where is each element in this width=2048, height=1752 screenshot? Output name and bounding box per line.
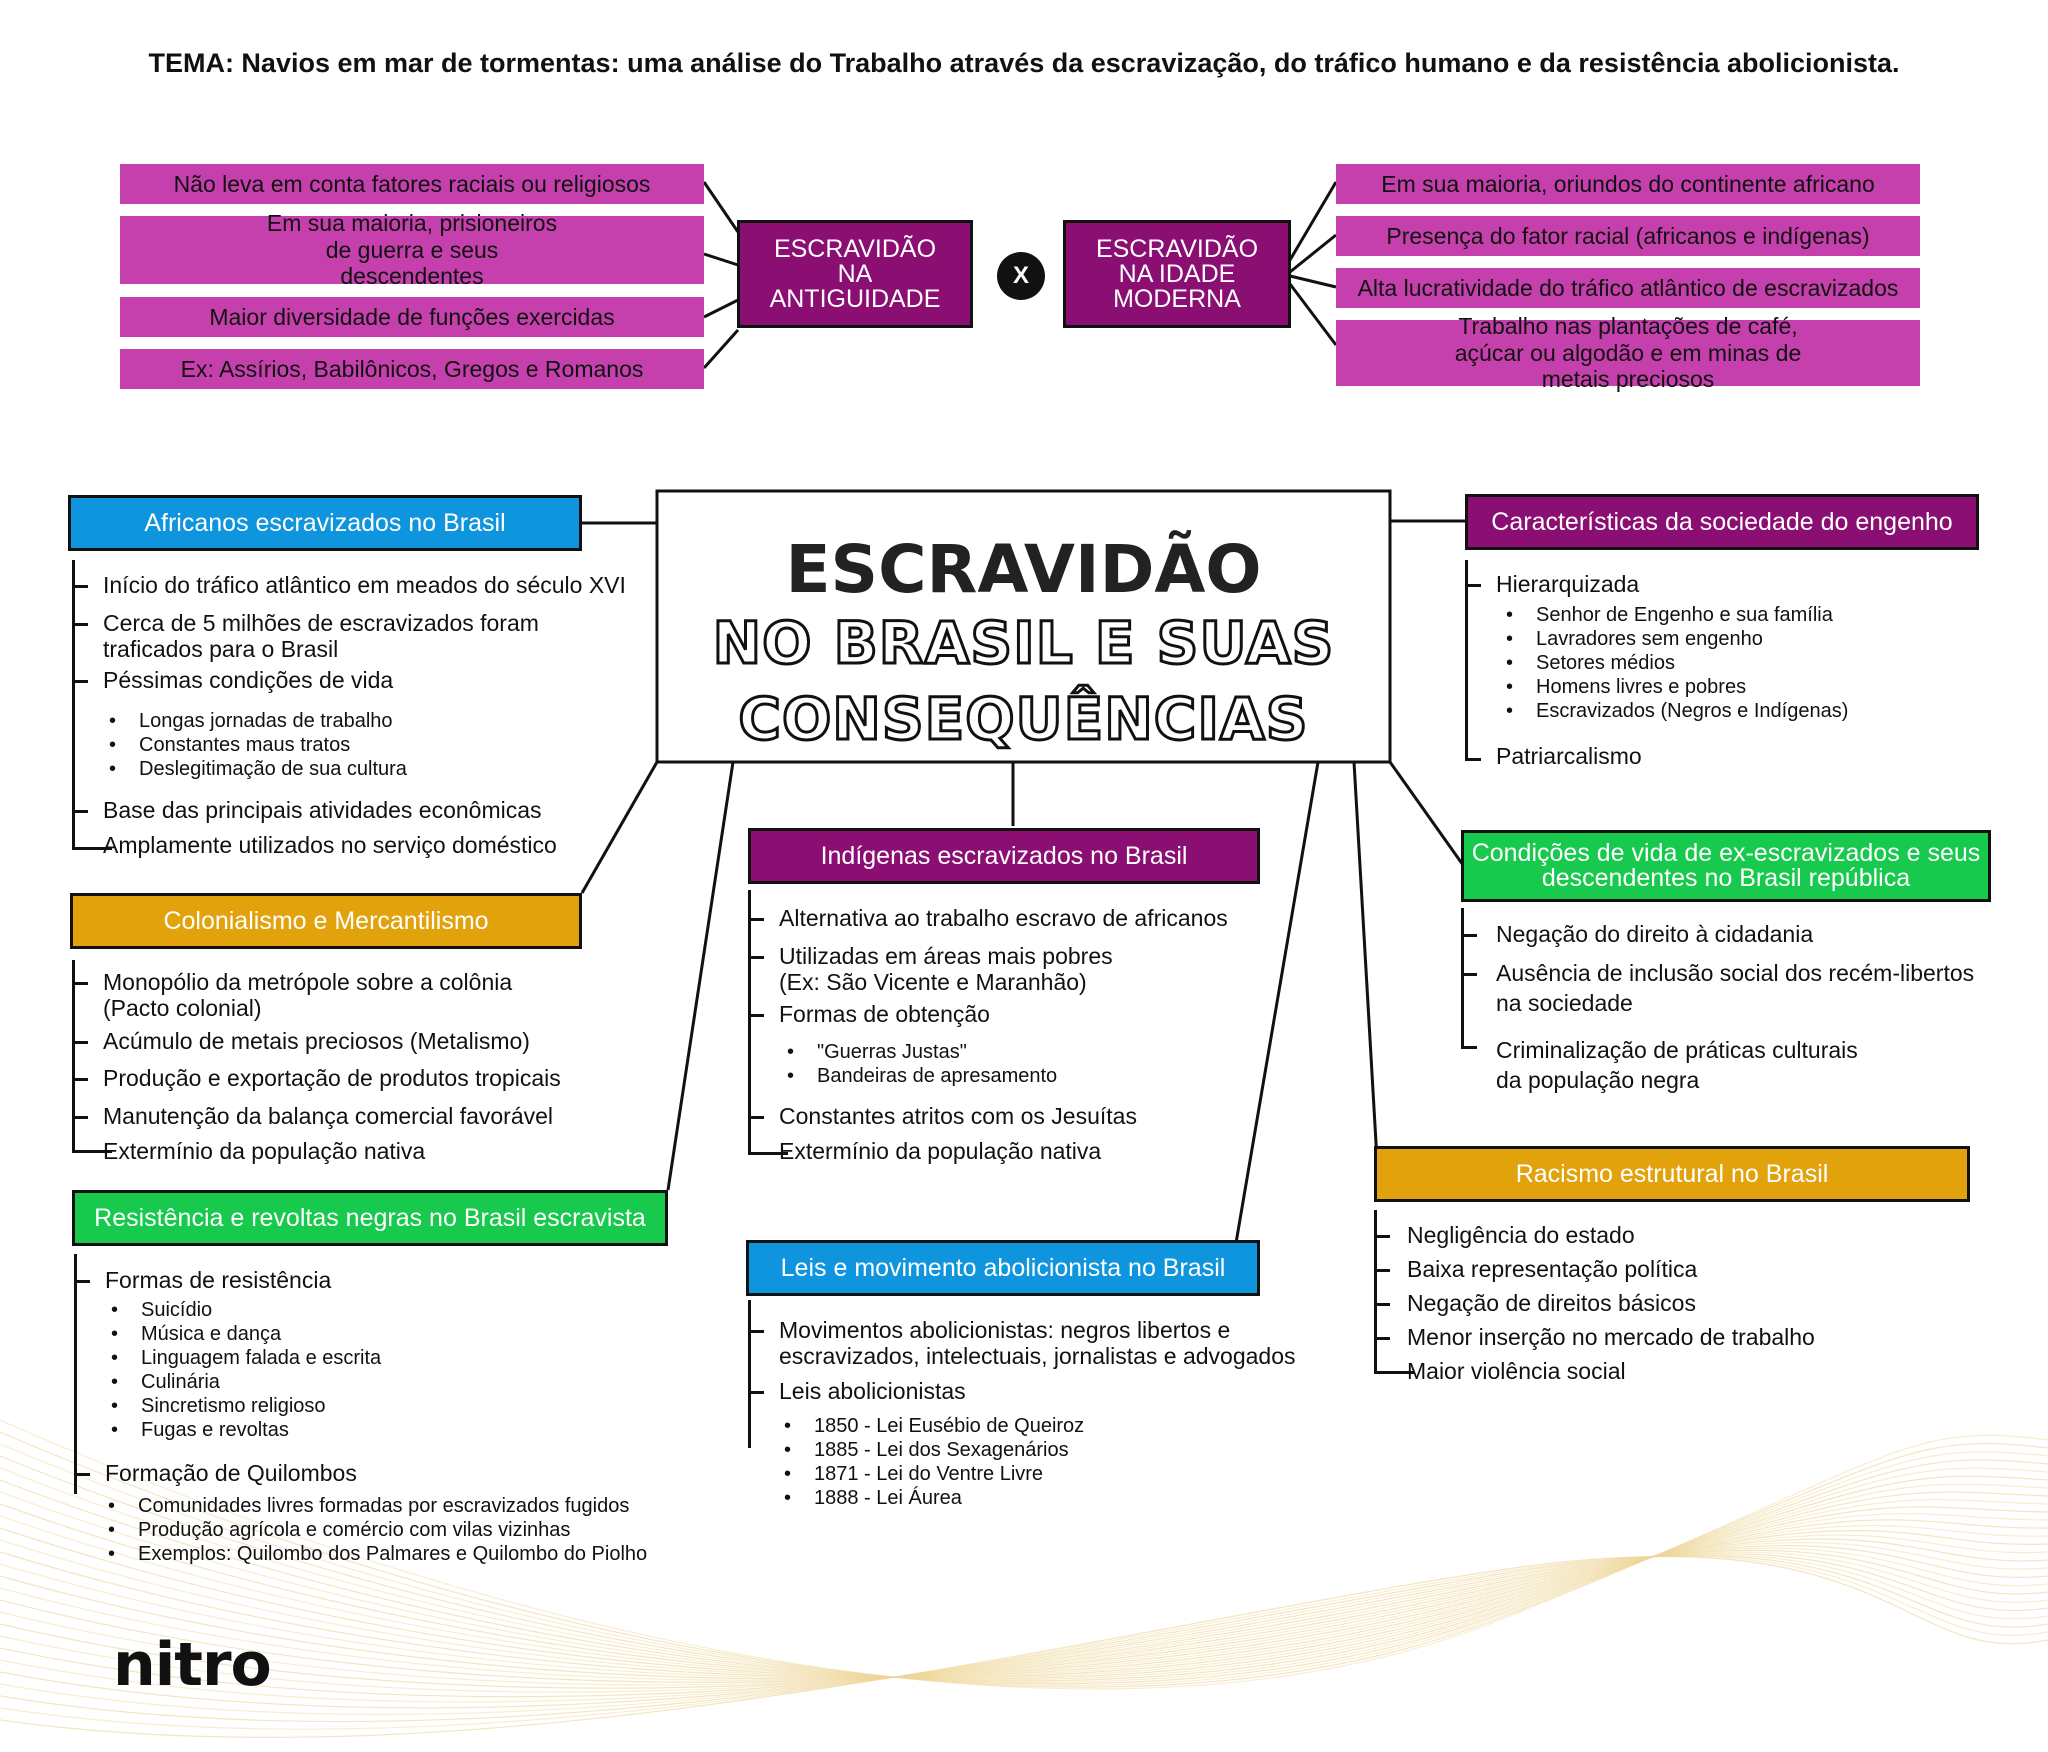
list-item: Produção e exportação de produtos tropicais [103,1065,561,1091]
bullet-item: • 1888 - Lei Áurea [814,1486,962,1510]
list-item: Extermínio da população nativa [103,1138,426,1164]
modern-title-box: ESCRAVIDÃO NA IDADE MODERNA [1063,220,1291,328]
bullet-item: • Exemplos: Quilombo dos Palmares e Quilombo do Piolho [138,1542,647,1566]
section-header-leis: Leis e movimento abolicionista no Brasil [746,1240,1260,1296]
modern-item-3: Alta lucratividade do tráfico atlântico de escravizados [1336,268,1920,308]
central-title-box [657,491,1390,762]
list-item: Patriarcalismo [1496,743,1642,769]
section-header-resistencia: Resistência e revoltas negras no Brasil escravista [72,1190,668,1246]
antiquity-item-3: Maior diversidade de funções exercidas [120,297,704,337]
list-item: Péssimas condições de vida [103,667,394,693]
list-item: Monopólio da metrópole sobre a colônia [103,969,513,995]
section-list-racismo [1374,1210,1815,1384]
section-header-racismo: Racismo estrutural no Brasil [1374,1146,1970,1202]
bullet-item: • Senhor de Engenho e sua família [1536,603,1833,627]
list-item: Alternativa ao trabalho escravo de africanos [779,905,1228,931]
bullet-item: • 1885 - Lei dos Sexagenários [814,1438,1069,1462]
bullet-item: • Escravizados (Negros e Indígenas) [1536,699,1848,723]
list-item: Baixa representação política [1407,1256,1698,1282]
list-item: Negação de direitos básicos [1407,1290,1696,1316]
antiquity-title-box: ESCRAVIDÃO NA ANTIGUIDADE [737,220,973,328]
antiquity-item-1: Não leva em conta fatores raciais ou religiosos [120,164,704,204]
list-item: Utilizadas em áreas mais pobres [779,943,1113,969]
section-list-africanos [72,560,626,858]
list-item: Maior violência social [1407,1358,1626,1384]
antiquity-item-2: Em sua maioria, prisioneiros de guerra e seus descendentes [120,216,704,284]
bullet-item: • Bandeiras de apresamento [817,1064,1057,1088]
list-item: Menor inserção no mercado de trabalho [1407,1324,1815,1350]
list-item: traficados para o Brasil [103,636,339,662]
theme-heading: TEMA: Navios em mar de tormentas: uma análise do Trabalho através da escravização, do tráfico humano e da resistência abolicionista. [148,48,1900,78]
nitro-logo: nitro [113,1630,271,1700]
bullet-item: • Longas jornadas de trabalho [139,709,393,733]
bullet-item: • 1871 - Lei do Ventre Livre [814,1462,1043,1486]
list-item: Negligência do estado [1407,1222,1635,1248]
modern-item-4: Trabalho nas plantações de café, açúcar ou algodão e em minas de metais preciosos [1336,320,1920,386]
section-header-condicoes-line-2: descendentes no Brasil república [1541,864,1911,892]
section-list-resistencia [74,1254,382,1494]
list-item: Cerca de 5 milhões de escravizados foram [103,610,539,636]
section-header-engenho: Características da sociedade do engenho [1465,494,1979,550]
list-item: Amplamente utilizados no serviço doméstico [103,832,557,858]
list-item: Manutenção da balança comercial favorável [103,1103,554,1129]
list-item: Formas de obtenção [779,1001,990,1027]
list-item: Negação do direito à cidadania [1496,921,1814,947]
section-header-condicoes [1461,830,1991,902]
bullet-item: • Suicídio [141,1298,212,1322]
bullet-item: • Deslegitimação de sua cultura [139,757,407,781]
section-list-condicoes [1461,908,1975,1093]
list-item: da população negra [1496,1067,1700,1093]
list-item: Base das principais atividades econômicas [103,797,542,823]
list-item: Início do tráfico atlântico em meados do século XVI [103,572,626,598]
section-header-africanos: Africanos escravizados no Brasil [68,495,582,551]
modern-item-2: Presença do fator racial (africanos e indígenas) [1336,216,1920,256]
bullet-item: • Setores médios [1536,651,1675,675]
bullet-item: • Produção agrícola e comércio com vilas vizinhas [138,1518,570,1542]
bullet-item: • Sincretismo religioso [141,1394,326,1418]
bullet-item: • Música e dança [141,1322,281,1346]
list-item: na sociedade [1496,990,1633,1016]
list-item: Formação de Quilombos [105,1460,357,1486]
list-item: Acúmulo de metais preciosos (Metalismo) [103,1028,530,1054]
section-header-condicoes-line-1: Condições de vida de ex-escravizados e seus [1471,839,1981,867]
list-item: Formas de resistência [105,1267,332,1293]
bullet-item: • "Guerras Justas" [817,1040,967,1064]
list-item: Hierarquizada [1496,571,1640,597]
list-item: escravizados, intelectuais, jornalistas e advogados [779,1343,1296,1369]
bullet-item: • Constantes maus tratos [139,733,350,757]
central-title-line-2: NO BRASIL E SUAS [712,609,1335,677]
central-title-line-3: CONSEQUÊNCIAS [738,685,1309,753]
modern-item-1: Em sua maioria, oriundos do continente africano [1336,164,1920,204]
central-title-line-1: ESCRAVIDÃO [785,531,1262,608]
bullet-item: • Fugas e revoltas [141,1418,289,1442]
bullet-item: • Comunidades livres formadas por escravizados fugidos [138,1494,629,1518]
list-item: Ausência de inclusão social dos recém-libertos [1496,960,1975,986]
list-item: Constantes atritos com os Jesuítas [779,1103,1137,1129]
section-header-colonialismo: Colonialismo e Mercantilismo [70,893,582,949]
section-list-colonialismo [72,960,561,1164]
list-item: Extermínio da população nativa [779,1138,1102,1164]
list-item: Leis abolicionistas [779,1378,966,1404]
bullet-item: • Linguagem falada e escrita [141,1346,381,1370]
section-header-indigenas: Indígenas escravizados no Brasil [748,828,1260,884]
bullet-item: • Homens livres e pobres [1536,675,1746,699]
list-item: Criminalização de práticas culturais [1496,1037,1858,1063]
bullet-item: • 1850 - Lei Eusébio de Queiroz [814,1414,1084,1438]
versus-badge: X [997,252,1045,300]
list-item: (Pacto colonial) [103,995,262,1021]
bullet-item: • Lavradores sem engenho [1536,627,1763,651]
section-list-engenho [1465,560,1849,769]
antiquity-item-4: Ex: Assírios, Babilônicos, Gregos e Romanos [120,349,704,389]
list-item: (Ex: São Vicente e Maranhão) [779,969,1087,995]
section-list-indigenas [748,890,1228,1164]
list-item: Movimentos abolicionistas: negros libertos e [779,1317,1231,1343]
bullet-item: • Culinária [141,1370,220,1394]
